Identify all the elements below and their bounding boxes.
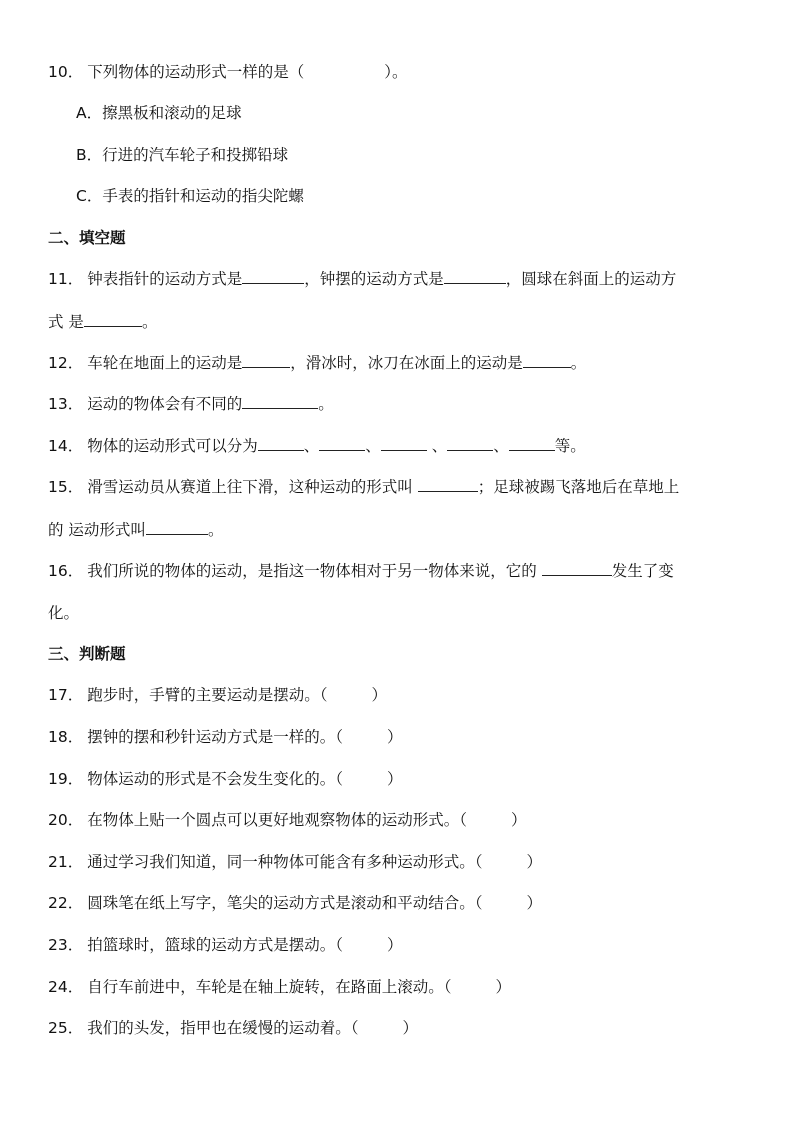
answer-paren-close: ） <box>526 894 543 912</box>
answer-blank[interactable] <box>146 520 208 535</box>
answer-blank[interactable] <box>242 269 304 284</box>
question-text: 我们的头发，指甲也在缓慢的运动着。（ <box>87 1019 359 1037</box>
question-number: 24． <box>48 978 84 996</box>
question-text: 摆钟的摆和秒针运动方式是一样的。（ <box>87 728 343 746</box>
question-text: ，滑冰时，冰刀在冰面上的运动是 <box>290 354 523 372</box>
question-number: 20． <box>48 811 84 829</box>
question-number: 17． <box>48 686 84 704</box>
answer-blank[interactable] <box>509 436 555 451</box>
answer-paren-close: ） <box>387 728 403 746</box>
question-text: 。 <box>207 521 224 539</box>
option-b: B．行进的汽车轮子和投掷铅球 <box>76 146 289 164</box>
question-number: 21． <box>48 853 84 871</box>
answer-blank[interactable] <box>381 436 427 451</box>
question-number: 16． <box>48 562 84 580</box>
question-text: 。 <box>570 354 587 372</box>
section-fill-in: 二、填空题 <box>48 229 126 247</box>
question-14 <box>48 436 586 456</box>
answer-paren-close: ）。 <box>384 63 408 81</box>
question-16-cont: 化。 <box>48 604 80 622</box>
question-text: 自行车前进中，车轮是在轴上旋转，在路面上滚动。（ <box>87 978 452 996</box>
question-text: 的 运动形式叫 <box>48 521 146 539</box>
question-text: 下列物体的运动形式一样的是（ <box>87 63 305 81</box>
question-number: 19． <box>48 770 84 788</box>
answer-blank[interactable] <box>523 353 571 368</box>
question-number: 22． <box>48 894 84 912</box>
answer-paren-close: ） <box>511 811 527 829</box>
answer-blank[interactable] <box>258 436 304 451</box>
option-c: C．手表的指针和运动的指尖陀螺 <box>76 187 304 205</box>
answer-paren-close: ） <box>402 1019 419 1037</box>
question-24 <box>48 977 511 997</box>
question-text: 物体运动的形式是不会发生变化的。（ <box>87 770 343 788</box>
separator: 、 <box>365 437 381 455</box>
answer-paren-close: ） <box>495 978 512 996</box>
separator: 、 <box>493 437 509 455</box>
question-text: 我们所说的物体的运动，是指这一物体相对于另一物体来说，它的 <box>87 562 537 580</box>
question-19 <box>48 769 403 789</box>
question-15-cont <box>48 520 223 540</box>
question-text: ，钟摆的运动方式是 <box>304 270 444 288</box>
question-21 <box>48 852 542 872</box>
question-text: 在物体上贴一个圆点可以更好地观察物体的运动形式。（ <box>87 811 467 829</box>
question-number: 13． <box>48 395 84 413</box>
question-number: 15． <box>48 478 84 496</box>
question-text: 跑步时，手臂的主要运动是摆动。（ <box>87 686 328 704</box>
separator: 、 <box>426 437 448 455</box>
answer-paren-close: ） <box>526 853 543 871</box>
option-a: A．擦黑板和滚动的足球 <box>76 104 242 122</box>
answer-blank[interactable] <box>447 436 493 451</box>
answer-blank[interactable] <box>242 353 290 368</box>
question-23 <box>48 935 403 955</box>
question-text: 发生了变 <box>611 562 674 580</box>
question-13 <box>48 394 334 414</box>
answer-paren-close: ） <box>371 686 388 704</box>
question-16 <box>48 561 674 581</box>
question-number: 25． <box>48 1019 84 1037</box>
question-text: 物体的运动形式可以分为 <box>87 437 258 455</box>
question-10 <box>48 62 408 82</box>
question-text: ；足球被踢飞落地后在草地上 <box>477 478 680 496</box>
question-text: 运动的物体会有不同的 <box>87 395 243 413</box>
question-22 <box>48 893 542 913</box>
question-text: 车轮在地面上的运动是 <box>87 354 243 372</box>
answer-blank[interactable] <box>84 312 142 327</box>
answer-blank[interactable] <box>444 269 506 284</box>
answer-blank[interactable] <box>242 394 318 409</box>
question-number: 12． <box>48 354 84 372</box>
answer-blank[interactable] <box>319 436 365 451</box>
answer-paren-close: ） <box>387 936 403 954</box>
question-text: 钟表指针的运动方式是 <box>87 270 243 288</box>
question-text: 式 是 <box>48 313 84 331</box>
question-text: 通过学习我们知道，同一种物体可能含有多种运动形式。（ <box>87 853 483 871</box>
separator: 、 <box>303 437 320 455</box>
question-17 <box>48 685 387 705</box>
question-11-cont <box>48 312 157 332</box>
question-20 <box>48 810 527 830</box>
question-11 <box>48 269 676 289</box>
question-text: 。 <box>318 395 334 413</box>
answer-blank[interactable] <box>542 561 612 576</box>
question-number: 11． <box>48 270 84 288</box>
question-number: 18． <box>48 728 84 746</box>
question-text: 。 <box>141 313 158 331</box>
question-18 <box>48 727 403 747</box>
question-text: 拍篮球时，篮球的运动方式是摆动。（ <box>87 936 343 954</box>
question-text: 等。 <box>554 437 586 455</box>
question-25 <box>48 1018 418 1038</box>
question-number: 23． <box>48 936 84 954</box>
question-number: 10． <box>48 63 84 81</box>
answer-blank[interactable] <box>418 477 478 492</box>
question-text: 滑雪运动员从赛道上往下滑，这种运动的形式叫 <box>87 478 413 496</box>
answer-paren-close: ） <box>387 770 403 788</box>
section-true-false: 三、判断题 <box>48 645 126 663</box>
question-text: 圆珠笔在纸上写字，笔尖的运动方式是滚动和平动结合。（ <box>87 894 483 912</box>
question-12 <box>48 353 586 373</box>
question-number: 14． <box>48 437 84 455</box>
question-text: ，圆球在斜面上的运动方 <box>505 270 677 288</box>
question-15 <box>48 477 679 497</box>
